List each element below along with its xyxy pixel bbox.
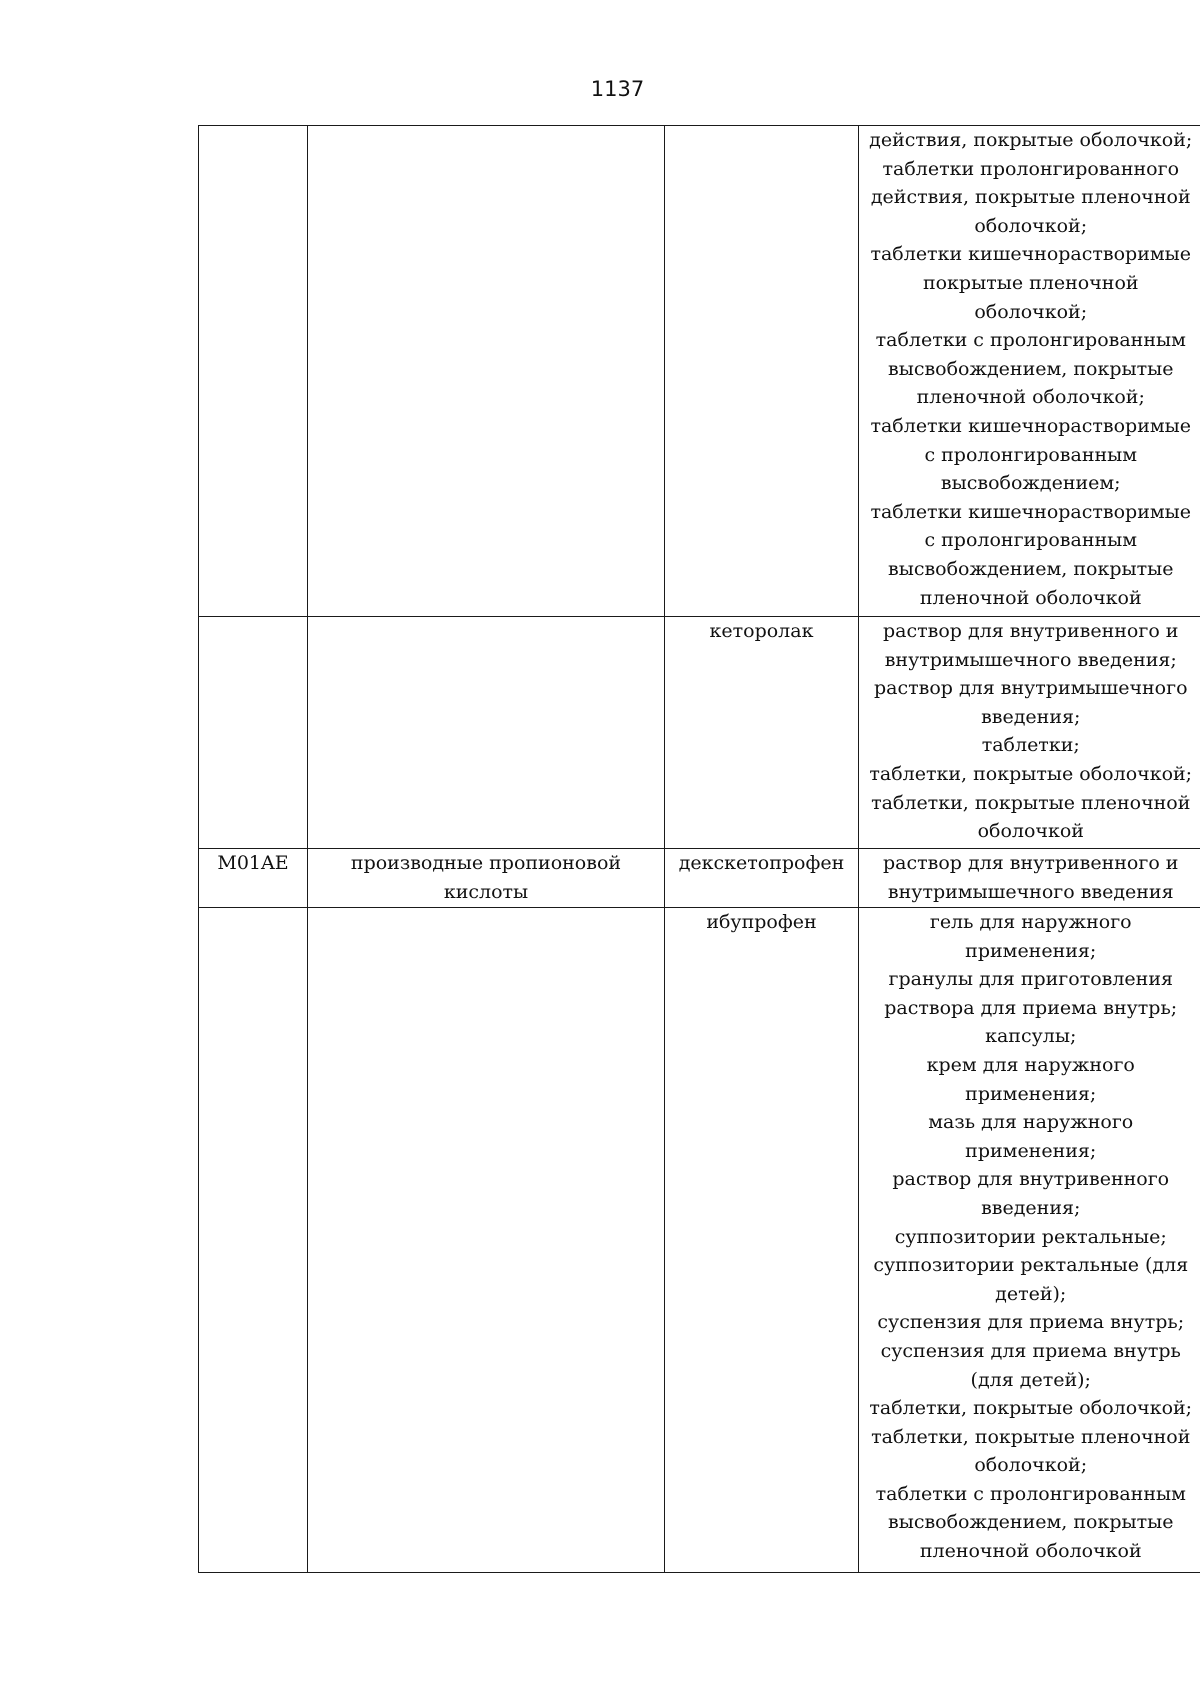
- group-cell: [308, 617, 665, 849]
- dosage-form-line: (для детей);: [970, 1368, 1091, 1391]
- dosage-form-line: применения;: [965, 939, 1097, 962]
- dosage-form-line: с пролонгированным: [924, 529, 1138, 552]
- dosage-form-line: гель для наружного: [929, 911, 1132, 933]
- dosage-form-line: таблетки, покрытые оболочкой;: [869, 762, 1193, 785]
- drug-name-cell: ибупрофен: [665, 908, 859, 1573]
- dosage-form-line: пленочной оболочкой: [919, 1540, 1142, 1563]
- dosage-form-line: пленочной оболочкой;: [916, 386, 1145, 409]
- dosage-form-line: гранулы для приготовления: [888, 968, 1173, 991]
- dosage-form-line: раствор для внутримышечного: [873, 677, 1188, 700]
- dosage-form-line: действия, покрытые пленочной: [870, 186, 1191, 209]
- dosage-form-line: высвобождением, покрытые: [888, 1511, 1174, 1534]
- dosage-form-line: оболочкой;: [974, 300, 1088, 323]
- dosage-form-line: таблетки кишечнорастворимые: [870, 500, 1192, 523]
- drug-name-cell: кеторолак: [665, 617, 859, 849]
- dosage-form-line: внутримышечного введения;: [884, 648, 1177, 671]
- dosage-form-line: таблетки, покрытые оболочкой;: [869, 1397, 1193, 1420]
- group-cell: [308, 908, 665, 1573]
- dosage-form-line: введения;: [981, 705, 1081, 728]
- dosage-form-line: введения;: [981, 1196, 1081, 1219]
- dosage-form-line: высвобождением;: [940, 472, 1121, 495]
- dosage-form-line: таблетки, покрытые пленочной: [871, 1425, 1191, 1448]
- group-cell: производные пропионовой кислоты: [308, 849, 665, 908]
- dosage-form-line: мазь для наружного: [928, 1111, 1134, 1134]
- page-number: 1137: [590, 77, 645, 101]
- drug-name-cell: декскетопрофен: [665, 849, 859, 908]
- dosage-form-line: детей);: [995, 1282, 1067, 1305]
- dosage-form-line: действия, покрытые оболочкой;: [869, 129, 1193, 151]
- dosage-form-line: раствор для внутривенного: [892, 1168, 1170, 1191]
- dosage-form-line: таблетки кишечнорастворимые: [870, 414, 1192, 437]
- dosage-form-line: таблетки, покрытые пленочной: [871, 791, 1191, 814]
- dosage-form-line: суспензия для приема внутрь: [880, 1339, 1181, 1362]
- drug-table: [198, 125, 1200, 1573]
- table-row: [199, 126, 1200, 617]
- dosage-forms-cell: [859, 617, 1200, 849]
- dosage-form-line: применения;: [965, 1082, 1097, 1105]
- table-row: [199, 849, 1200, 908]
- dosage-form-line: с пролонгированным: [924, 443, 1138, 466]
- drug-name-cell: [665, 126, 859, 617]
- dosage-form-line: крем для наружного: [926, 1053, 1135, 1076]
- table-row: [199, 908, 1200, 1573]
- dosage-form-line: оболочкой;: [974, 1454, 1088, 1477]
- dosage-form-line: раствор для внутривенного и: [883, 620, 1179, 642]
- dosage-forms-cell: [859, 126, 1200, 617]
- dosage-form-line: пленочной оболочкой: [919, 586, 1142, 609]
- dosage-forms-cell: [859, 908, 1200, 1573]
- dosage-form-line: высвобождением, покрытые: [888, 557, 1174, 580]
- atc-code-cell: [199, 126, 308, 617]
- dosage-form-line: раствор для внутривенного и: [883, 852, 1179, 874]
- dosage-form-line: суппозитории ректальные;: [894, 1225, 1167, 1248]
- atc-code-cell: [199, 908, 308, 1573]
- group-cell: [308, 126, 665, 617]
- dosage-form-line: таблетки с пролонгированным: [875, 1482, 1186, 1505]
- table-row: [199, 617, 1200, 849]
- dosage-forms-cell: [859, 849, 1200, 908]
- dosage-form-line: оболочкой;: [974, 214, 1088, 237]
- dosage-form-line: раствора для приема внутрь;: [884, 996, 1178, 1019]
- dosage-form-line: высвобождением, покрытые: [888, 357, 1174, 380]
- dosage-form-line: оболочкой: [977, 820, 1084, 843]
- dosage-form-line: суспензия для приема внутрь;: [877, 1311, 1185, 1334]
- dosage-form-line: покрытые пленочной: [922, 271, 1139, 294]
- dosage-form-line: внутримышечного введения: [887, 880, 1174, 903]
- dosage-form-line: суппозитории ректальные (для: [873, 1254, 1189, 1277]
- dosage-form-line: капсулы;: [985, 1025, 1077, 1048]
- atc-code-cell: M01AE: [199, 849, 308, 908]
- dosage-form-line: таблетки пролонгированного: [882, 157, 1180, 180]
- dosage-form-line: применения;: [965, 1139, 1097, 1162]
- dosage-form-line: таблетки;: [981, 734, 1080, 757]
- dosage-form-line: таблетки кишечнорастворимые: [870, 243, 1192, 266]
- dosage-form-line: таблетки с пролонгированным: [875, 329, 1186, 352]
- atc-code-cell: [199, 617, 308, 849]
